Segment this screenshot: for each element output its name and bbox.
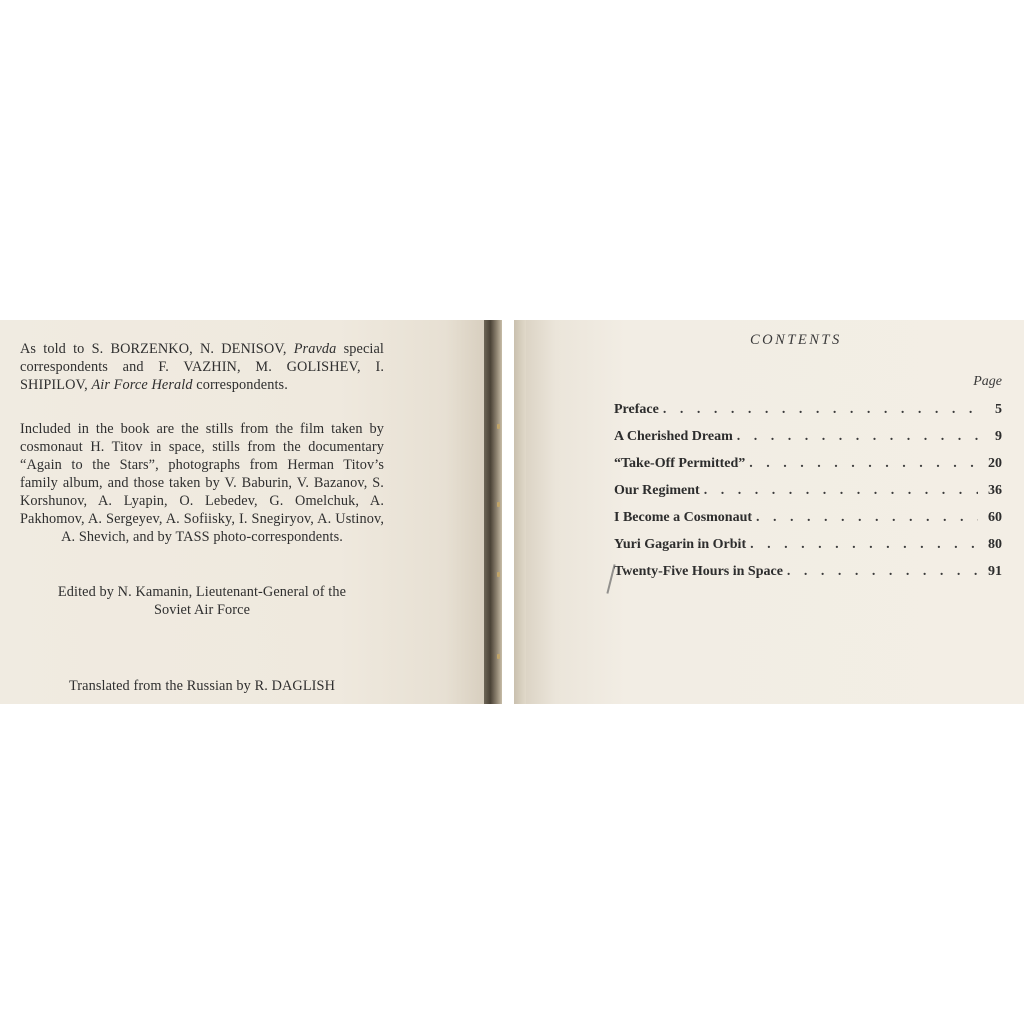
right-page: [526, 320, 1024, 704]
toc-entry-page: 60: [988, 510, 1002, 525]
editor-credit: [20, 583, 384, 619]
authors-credit: [20, 340, 384, 394]
toc-leader-dots: [787, 564, 978, 580]
toc-entry: [614, 510, 1002, 537]
binding-stitch: [497, 424, 500, 429]
pravda-title: Pravda: [293, 341, 337, 357]
toc-entry-title: I Become a Cosmonaut: [614, 510, 753, 525]
translator-credit: [20, 677, 384, 695]
page-column-label: Page: [973, 374, 1002, 389]
toc-entry: [614, 537, 1002, 564]
binding-stitch: [497, 502, 500, 507]
photo-credits: [20, 420, 384, 546]
editor-credit-line1: Edited by N. Kamanin, Lieutenant-General of the: [57, 584, 347, 600]
page-edge: [514, 320, 526, 704]
toc-entry-page: 91: [988, 564, 1002, 579]
toc-entry: [614, 456, 1002, 483]
toc-entry-page: 9: [995, 429, 1002, 444]
toc-entry-title: A Cherished Dream: [614, 429, 733, 444]
toc-entry-title: Preface: [614, 402, 659, 417]
air-force-herald-title: Air Force Herald: [91, 377, 193, 393]
left-page: [0, 320, 484, 704]
toc-leader-dots: [663, 402, 978, 418]
toc-entry: [614, 564, 1002, 591]
toc-entry-page: 36: [988, 483, 1002, 498]
spine-shadow: [484, 320, 502, 704]
toc-leader-dots: [749, 456, 978, 472]
toc-entry-title: Our Regiment: [614, 483, 700, 498]
toc-entry: [614, 483, 1002, 510]
translator-credit-text: Translated from the Russian by R. DAGLISH: [68, 678, 336, 694]
authors-credit-text-a: As told to S. BORZENKO, N. DENISOV,: [20, 341, 294, 357]
authors-credit-text-c: correspondents.: [192, 377, 288, 393]
photo-credits-text: Included in the book are the stills from the film taken by cosmonaut H. Titov in space, stills from the documentary “Again to the Stars”, photographs from Herman Titov’s family album, and those taken by V. Baburin, V. Bazanov, S. Korshunov, A. Lyapin, O. Lebedev, G. Omelchuk, A. Pakhomov, A. Sergeyev, A. Sofiisky, I. Snegiryov, A. Ustinov, A. Shevich, and by TASS photo-correspondents.: [20, 421, 384, 545]
toc-entry: [614, 429, 1002, 456]
toc-entry-page: 5: [995, 402, 1002, 417]
toc-leader-dots: [750, 537, 978, 553]
toc-entry-title: “Take-Off Permitted”: [614, 456, 746, 471]
toc-entry-page: 80: [988, 537, 1002, 552]
toc-entry-title: Twenty-Five Hours in Space: [614, 564, 783, 579]
toc-entry-title: Yuri Gagarin in Orbit: [614, 537, 747, 552]
toc-entry: [614, 402, 1002, 429]
table-of-contents: [614, 402, 1002, 591]
toc-leader-dots: [704, 483, 978, 499]
contents-heading: CONTENTS: [750, 332, 842, 348]
book-spread: [0, 320, 1024, 704]
toc-entry-page: 20: [988, 456, 1002, 471]
editor-credit-line2: Soviet Air Force: [153, 602, 251, 618]
binding-stitch: [497, 572, 500, 577]
authors-credit-text-b: special correspondents and F. VAZHIN, M. GOLISHEV, I. SHIPILOV,: [20, 341, 384, 393]
toc-leader-dots: [737, 429, 978, 445]
toc-leader-dots: [756, 510, 978, 526]
binding-stitch: [497, 654, 500, 659]
